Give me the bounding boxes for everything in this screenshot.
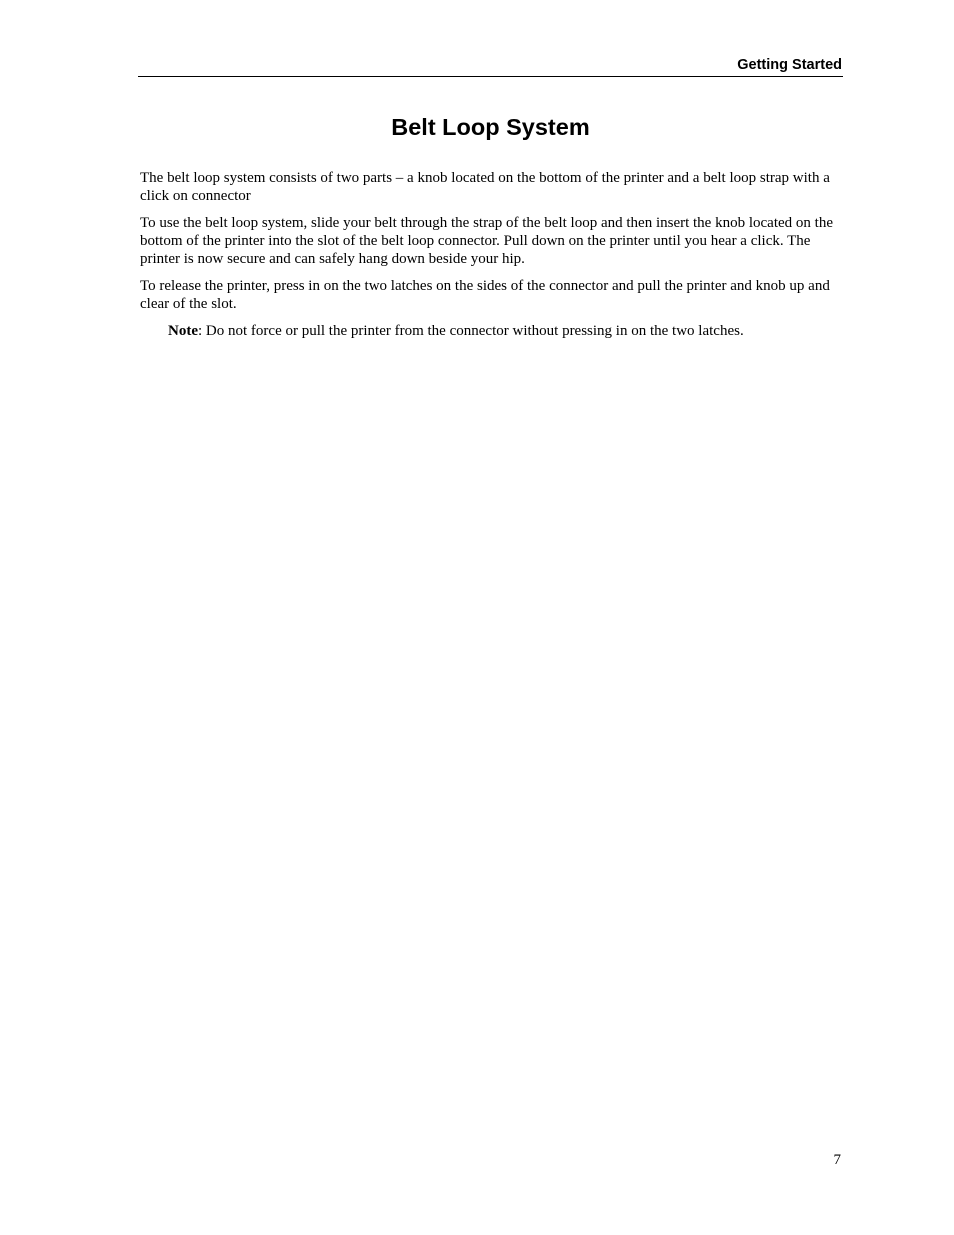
paragraph-intro: The belt loop system consists of two parts – a knob located on the bottom of the printer and a belt loop strap with a click on connector [140, 170, 830, 204]
paragraph-usage: To use the belt loop system, slide your belt through the strap of the belt loop and then insert the knob located on the bottom of the printer into the slot of the belt loop connector. Pull down on the printer until you hear a click. The printer is now secure and can safely hang down beside your hip. [140, 215, 833, 267]
header-section-title: Getting Started [737, 57, 842, 73]
note-paragraph [168, 322, 845, 340]
paragraph-release: To release the printer, press in on the two latches on the sides of the connector and pull the printer and knob up and clear of the slot. [140, 278, 830, 312]
note-label: Note [168, 323, 198, 339]
page-title: Belt Loop System [391, 114, 590, 140]
body-text [140, 169, 845, 349]
page-number: 7 [833, 1152, 841, 1168]
running-header [138, 56, 843, 77]
note-text: : Do not force or pull the printer from the connector without pressing in on the two latches. [198, 323, 744, 339]
